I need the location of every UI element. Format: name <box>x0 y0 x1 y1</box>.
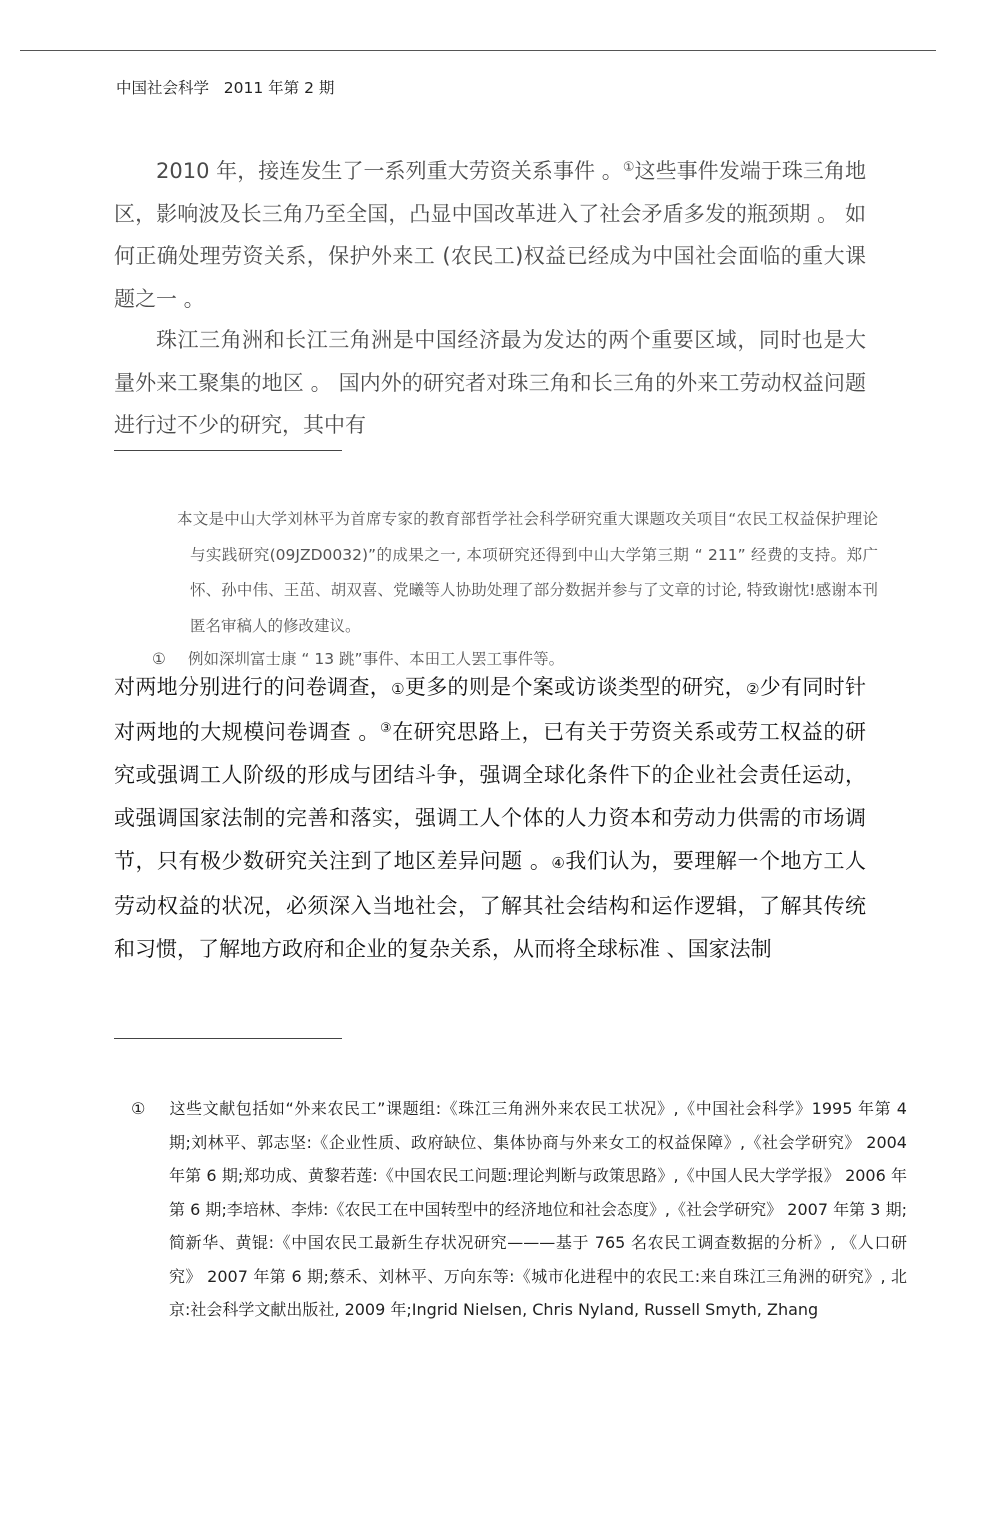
footnote-ref-2: ② <box>745 680 760 698</box>
paragraph-1-text-a: 2010 年，接连发生了一系列重大劳资关系事件 。 <box>156 159 623 183</box>
top-rule <box>20 50 936 51</box>
footnote-1-mark: ① <box>152 650 166 668</box>
footnote-ref-1: ① <box>622 160 635 175</box>
paragraph-3-text-a: 对两地分别进行的问卷调查， <box>114 675 392 699</box>
running-head <box>116 76 334 98</box>
footnote-separator-2 <box>114 1038 342 1039</box>
paragraph-3-text-d: 在研究思路上，已有关于劳资关系或劳工权益的研究或强调工人阶级的形成与团结斗争，强调全球化条件下的企业社会责任运动，或强调国家法制的完善和落实，强调工人个体的人力资本和劳动力供需的市场调节，只有极少数研究关注到了地区差异问题 。 <box>114 720 866 873</box>
funding-note: 本文是中山大学刘林平为首席专家的教育部哲学社会科学研究重大课题攻关项目“农民工权益保护理论与实践研究(09JZD0032)”的成果之一, 本项研究还得到中山大学第三期 “ 211” 经费的支持。郑广怀、孙中伟、王茁、胡双喜、党曦等人协助处理了部分数据并参与了文章的讨论, 特致谢忱!感谢本刊匿名审稿人的修改建议。 <box>177 510 878 635</box>
paragraph-3-text-b: 更多的则是个案或访谈类型的研究， <box>404 675 746 699</box>
journal-name: 中国社会科学 <box>116 79 210 97</box>
footnote-1-text: 例如深圳富士康 “ 13 跳”事件、本田工人罢工事件等。 <box>188 650 565 668</box>
footnote-separator <box>114 450 342 451</box>
bottom-footnote-text: 这些文献包括如“外来农民工”课题组:《珠江三角洲外来农民工状况》,《中国社会科学》1995 年第 4 期;刘林平、郭志坚:《企业性质、政府缺位、集体协商与外来女工的权益保障》,《社会学研究》 2004 年第 6 期;郑功成、黄黎若莲:《中国农民工问题:理论判断与政策思路》,《中国人民大学学报》 2006 年第 6 期;李培林、李炜:《农民工在中国转型中的经济地位和社会态度》,《社会学研究》 2007 年第 3 期;简新华、黄锟:《中国农民工最新生存状况研究———基于 765 名农民工调查数据的分析》, 《人口研究》 2007 年第 6 期;蔡禾、刘林平、万向东等:《城市化进程中的农民工:来自珠江三角洲的研究》, 北京:社会科学文献出版社, 2009 年;Ingrid Nielsen, Chris Nyland, Russell Smyth, Zhang <box>169 1099 907 1319</box>
paragraph-2: 珠江三角洲和长江三角洲是中国经济最为发达的两个重要区域，同时也是大量外来工聚集的地区 。 国内外的研究者对珠三角和长三角的外来工劳动权益问题进行过不少的研究，其中有 <box>114 328 866 437</box>
paragraph-1 <box>114 150 866 320</box>
footnote-ref-4: ④ <box>551 854 566 872</box>
footnote-ref-1: ① <box>391 680 405 698</box>
paragraph-3 <box>114 666 866 971</box>
bottom-footnote-mark: ① <box>131 1099 146 1118</box>
paragraph-3-text-c: 少有同时针对两地的大规模问卷调查 。 <box>114 675 867 744</box>
footnote-ref-3: ③ <box>379 721 393 736</box>
paragraph-1-text-b: 这些事件发端于珠三角地区，影响波及长三角乃至全国，凸显中国改革进入了社会矛盾多发的瓶颈期 。 如何正确处理劳资关系，保护外来工 (农民工)权益已经成为中国社会面临的重大课题之一 。 <box>114 159 866 311</box>
paragraph-3-text-e: 我们认为，要理解一个地方工人劳动权益的状况，必须深入当地社会，了解其社会结构和运作逻辑，了解其传统和习惯，了解地方政府和企业的复杂关系，从而将全球标准 、国家法制 <box>114 849 866 961</box>
issue-number: 2011 年第 2 期 <box>223 79 335 97</box>
bottom-footnote <box>131 1092 907 1327</box>
